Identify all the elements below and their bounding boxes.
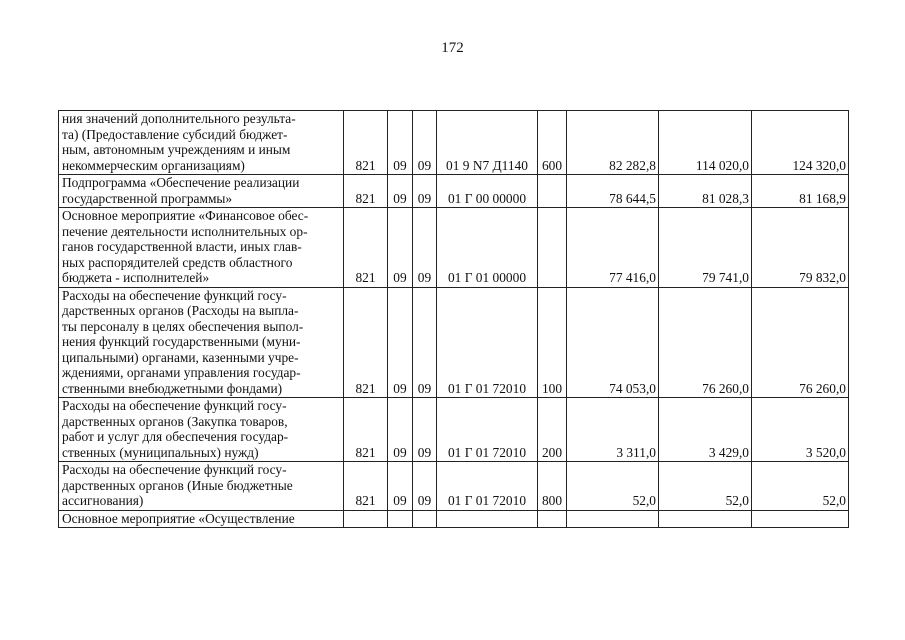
description-cell — [59, 208, 344, 288]
amount-year3-cell: 52,0 — [752, 462, 849, 511]
description-line: ственных (муниципальных) нужд) — [62, 444, 259, 460]
section-code-cell: 09 — [388, 398, 413, 462]
table-row — [59, 398, 849, 462]
subsection-code-cell: 09 — [413, 208, 437, 288]
description-line: дарственных органов (Расходы на выпла- — [62, 303, 299, 318]
amount-year1-cell: 78 644,5 — [567, 175, 659, 208]
expense-type-cell: 600 — [538, 111, 567, 175]
target-article-cell: 01 Г 00 00000 — [437, 175, 538, 208]
section-code-cell: 09 — [388, 287, 413, 398]
amount-year2-cell: 81 028,3 — [659, 175, 752, 208]
expense-type-cell: 800 — [538, 462, 567, 511]
table-body — [59, 111, 849, 528]
description-line: ассигнования) — [62, 493, 144, 508]
description-line: некоммерческим организациям) — [62, 157, 245, 173]
amount-year2-cell: 52,0 — [659, 462, 752, 511]
section-code-cell — [388, 510, 413, 528]
target-article-cell: 01 Г 01 72010 — [437, 287, 538, 398]
description-line: Основное мероприятие «Финансовое обес- — [62, 208, 309, 223]
description-line: Расходы на обеспечение функций госу- — [62, 398, 287, 413]
description-line: бюджета - исполнителей» — [62, 270, 210, 285]
table-row — [59, 111, 849, 175]
target-article-cell — [437, 510, 538, 528]
amount-year3-cell: 81 168,9 — [752, 175, 849, 208]
description-line: ным, автономным учреждениям и иным — [62, 142, 291, 157]
amount-year1-cell: 77 416,0 — [567, 208, 659, 288]
description-line: работ и услуг для обеспечения государ- — [62, 429, 289, 444]
description-line: дарственных органов (Иные бюджетные — [62, 477, 293, 493]
amount-year2-cell: 3 429,0 — [659, 398, 752, 462]
table-row — [59, 175, 849, 208]
amount-year1-cell: 52,0 — [567, 462, 659, 511]
ministry-code-cell: 821 — [344, 208, 388, 288]
expense-type-cell — [538, 510, 567, 528]
table-row — [59, 208, 849, 288]
description-line: ственными внебюджетными фондами) — [62, 380, 283, 396]
description-line: Основное мероприятие «Осуществление — [62, 510, 295, 526]
page-number: 172 — [441, 40, 464, 56]
description-cell — [59, 398, 344, 462]
subsection-code-cell: 09 — [413, 175, 437, 208]
section-code-cell: 09 — [388, 175, 413, 208]
ministry-code-cell: 821 — [344, 111, 388, 175]
table-row — [59, 287, 849, 398]
amount-year1-cell: 3 311,0 — [567, 398, 659, 462]
amount-year3-cell: 124 320,0 — [752, 111, 849, 175]
target-article-cell: 01 9 N7 Д1140 — [437, 111, 538, 175]
table-row — [59, 462, 849, 511]
description-line: государственной программы» — [62, 190, 233, 206]
description-cell — [59, 462, 344, 511]
ministry-code-cell: 821 — [344, 462, 388, 511]
ministry-code-cell: 821 — [344, 287, 388, 398]
budget-table — [58, 110, 849, 528]
amount-year2-cell — [659, 510, 752, 528]
description-line: ния значений дополнительного результа- — [62, 111, 296, 126]
target-article-cell: 01 Г 01 72010 — [437, 462, 538, 511]
description-cell — [59, 111, 344, 175]
description-line: Подпрограмма «Обеспечение реализации — [62, 175, 300, 190]
target-article-cell: 01 Г 01 00000 — [437, 208, 538, 288]
subsection-code-cell — [413, 510, 437, 528]
subsection-code-cell: 09 — [413, 287, 437, 398]
amount-year1-cell: 74 053,0 — [567, 287, 659, 398]
section-code-cell: 09 — [388, 111, 413, 175]
amount-year2-cell: 79 741,0 — [659, 208, 752, 288]
description-line: дарственных органов (Закупка товаров, — [62, 413, 288, 429]
description-line: ты персоналу в целях обеспечения выпол- — [62, 318, 304, 334]
description-line: нения функций государственными (муни- — [62, 334, 301, 349]
description-cell — [59, 510, 344, 528]
expense-type-cell: 200 — [538, 398, 567, 462]
amount-year3-cell: 3 520,0 — [752, 398, 849, 462]
subsection-code-cell: 09 — [413, 462, 437, 511]
section-code-cell: 09 — [388, 208, 413, 288]
description-line: Расходы на обеспечение функций госу- — [62, 462, 287, 477]
table-row — [59, 510, 849, 528]
expense-type-cell — [538, 175, 567, 208]
ministry-code-cell — [344, 510, 388, 528]
description-line: Расходы на обеспечение функций госу- — [62, 287, 287, 303]
target-article-cell: 01 Г 01 72010 — [437, 398, 538, 462]
amount-year3-cell: 76 260,0 — [752, 287, 849, 398]
amount-year2-cell: 76 260,0 — [659, 287, 752, 398]
amount-year2-cell: 114 020,0 — [659, 111, 752, 175]
amount-year3-cell — [752, 510, 849, 528]
ministry-code-cell: 821 — [344, 398, 388, 462]
description-line: печение деятельности исполнительных ор- — [62, 223, 308, 239]
description-cell — [59, 175, 344, 208]
description-cell — [59, 287, 344, 398]
section-code-cell: 09 — [388, 462, 413, 511]
expense-type-cell: 100 — [538, 287, 567, 398]
subsection-code-cell: 09 — [413, 398, 437, 462]
description-line: ганов государственной власти, иных глав- — [62, 239, 302, 254]
description-line: ных распорядителей средств областного — [62, 254, 293, 270]
description-line: та) (Предоставление субсидий бюджет- — [62, 126, 288, 142]
amount-year3-cell: 79 832,0 — [752, 208, 849, 288]
expense-type-cell — [538, 208, 567, 288]
subsection-code-cell: 09 — [413, 111, 437, 175]
description-line: ципальными) органами, казенными учре- — [62, 349, 299, 365]
description-line: ждениями, органами управления государ- — [62, 365, 301, 380]
amount-year1-cell: 82 282,8 — [567, 111, 659, 175]
ministry-code-cell: 821 — [344, 175, 388, 208]
amount-year1-cell — [567, 510, 659, 528]
